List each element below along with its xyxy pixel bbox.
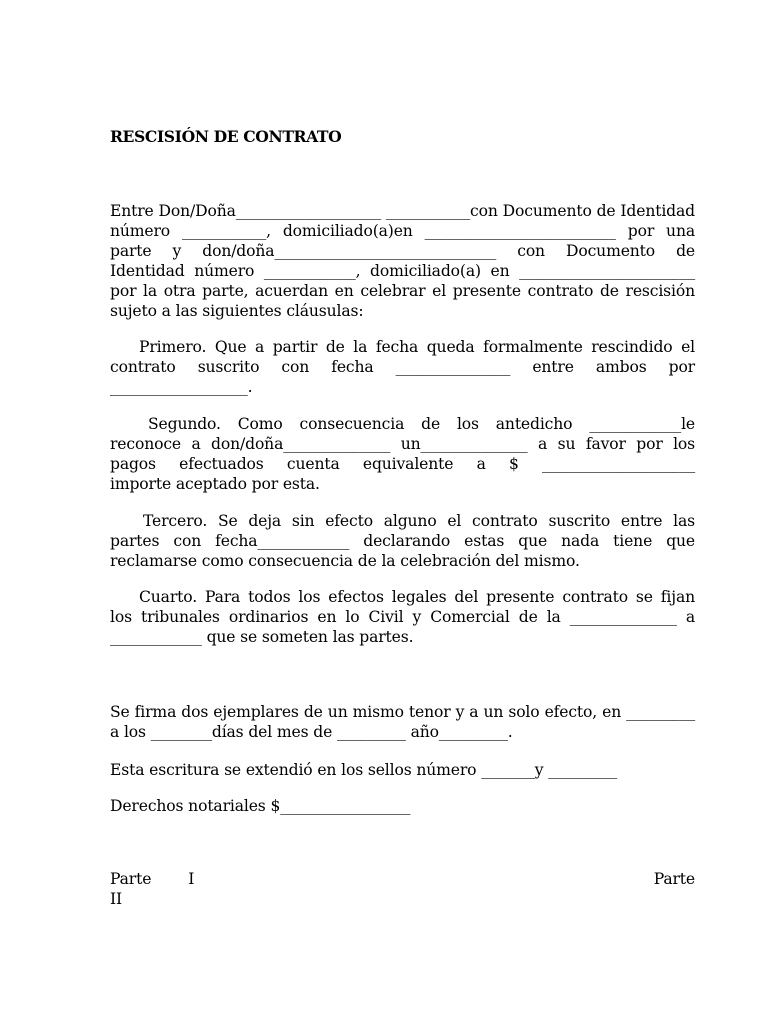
clause-line: reclamarse como consecuencia de la celebración del mismo. (110, 552, 580, 570)
clause-line: importe aceptado por esta. (110, 475, 320, 493)
clause-line: Tercero. Se deja sin efecto alguno el contrato suscrito entre las (143, 512, 695, 530)
clause-line: contrato suscrito con fecha _______________ entre ambos por (110, 358, 695, 376)
clause-segundo (110, 414, 695, 494)
escritura-line: Esta escritura se extendió en los sellos número _______y _________ (110, 761, 618, 779)
clause-line: los tribunales ordinarios en lo Civil y Comercial de la ______________ a (110, 608, 695, 626)
firma-line: Se firma dos ejemplares de un mismo tenor y a un solo efecto, en _________ (110, 703, 695, 721)
signature-block (110, 869, 695, 909)
clause-line: pagos efectuados cuenta equivalente a $ ____________________ (110, 455, 695, 473)
clause-line: Segundo. Como consecuencia de los antedicho ____________le (148, 415, 695, 433)
signature-parte-2-number: II (110, 890, 123, 908)
intro-line: número ___________, domiciliado(a)en _________________________ por una (110, 222, 695, 240)
intro-line: Identidad número ____________, domiciliado(a) en _______________________ (110, 262, 695, 280)
signature-parte-1-number: I (188, 870, 195, 888)
clause-primero (110, 337, 695, 397)
escritura-paragraph (110, 760, 695, 780)
clause-line: Cuarto. Para todos los efectos legales del presente contrato se fijan (139, 588, 695, 606)
intro-line: por la otra parte, acuerdan en celebrar el presente contrato de rescisión (110, 282, 695, 300)
derechos-paragraph (110, 796, 695, 816)
clause-line: __________________. (110, 378, 253, 396)
clause-tercero (110, 511, 695, 571)
signature-parte-2-word: Parte (653, 870, 695, 888)
clause-line: partes con fecha____________ declarando estas que nada tiene que (110, 532, 695, 550)
signature-parte-1-word: Parte (110, 870, 152, 888)
firma-paragraph (110, 702, 695, 742)
document-title: RESCISIÓN DE CONTRATO (110, 127, 342, 146)
clause-line: ____________ que se someten las partes. (110, 628, 414, 646)
clause-cuarto (110, 587, 695, 647)
clause-line: Primero. Que a partir de la fecha queda formalmente rescindido el (139, 338, 695, 356)
intro-line: sujeto a las siguientes cláusulas: (110, 302, 364, 320)
firma-line: a los ________días del mes de _________ año_________. (110, 723, 513, 741)
intro-paragraph (110, 201, 695, 321)
intro-line: Entre Don/Doña___________________ ___________con Documento de Identidad (110, 202, 695, 220)
intro-line: parte y don/doña_____________________________ con Documento de (110, 242, 695, 260)
derechos-line: Derechos notariales $_________________ (110, 797, 411, 815)
clause-line: reconoce a don/doña______________ un______________ a su favor por los (110, 435, 695, 453)
